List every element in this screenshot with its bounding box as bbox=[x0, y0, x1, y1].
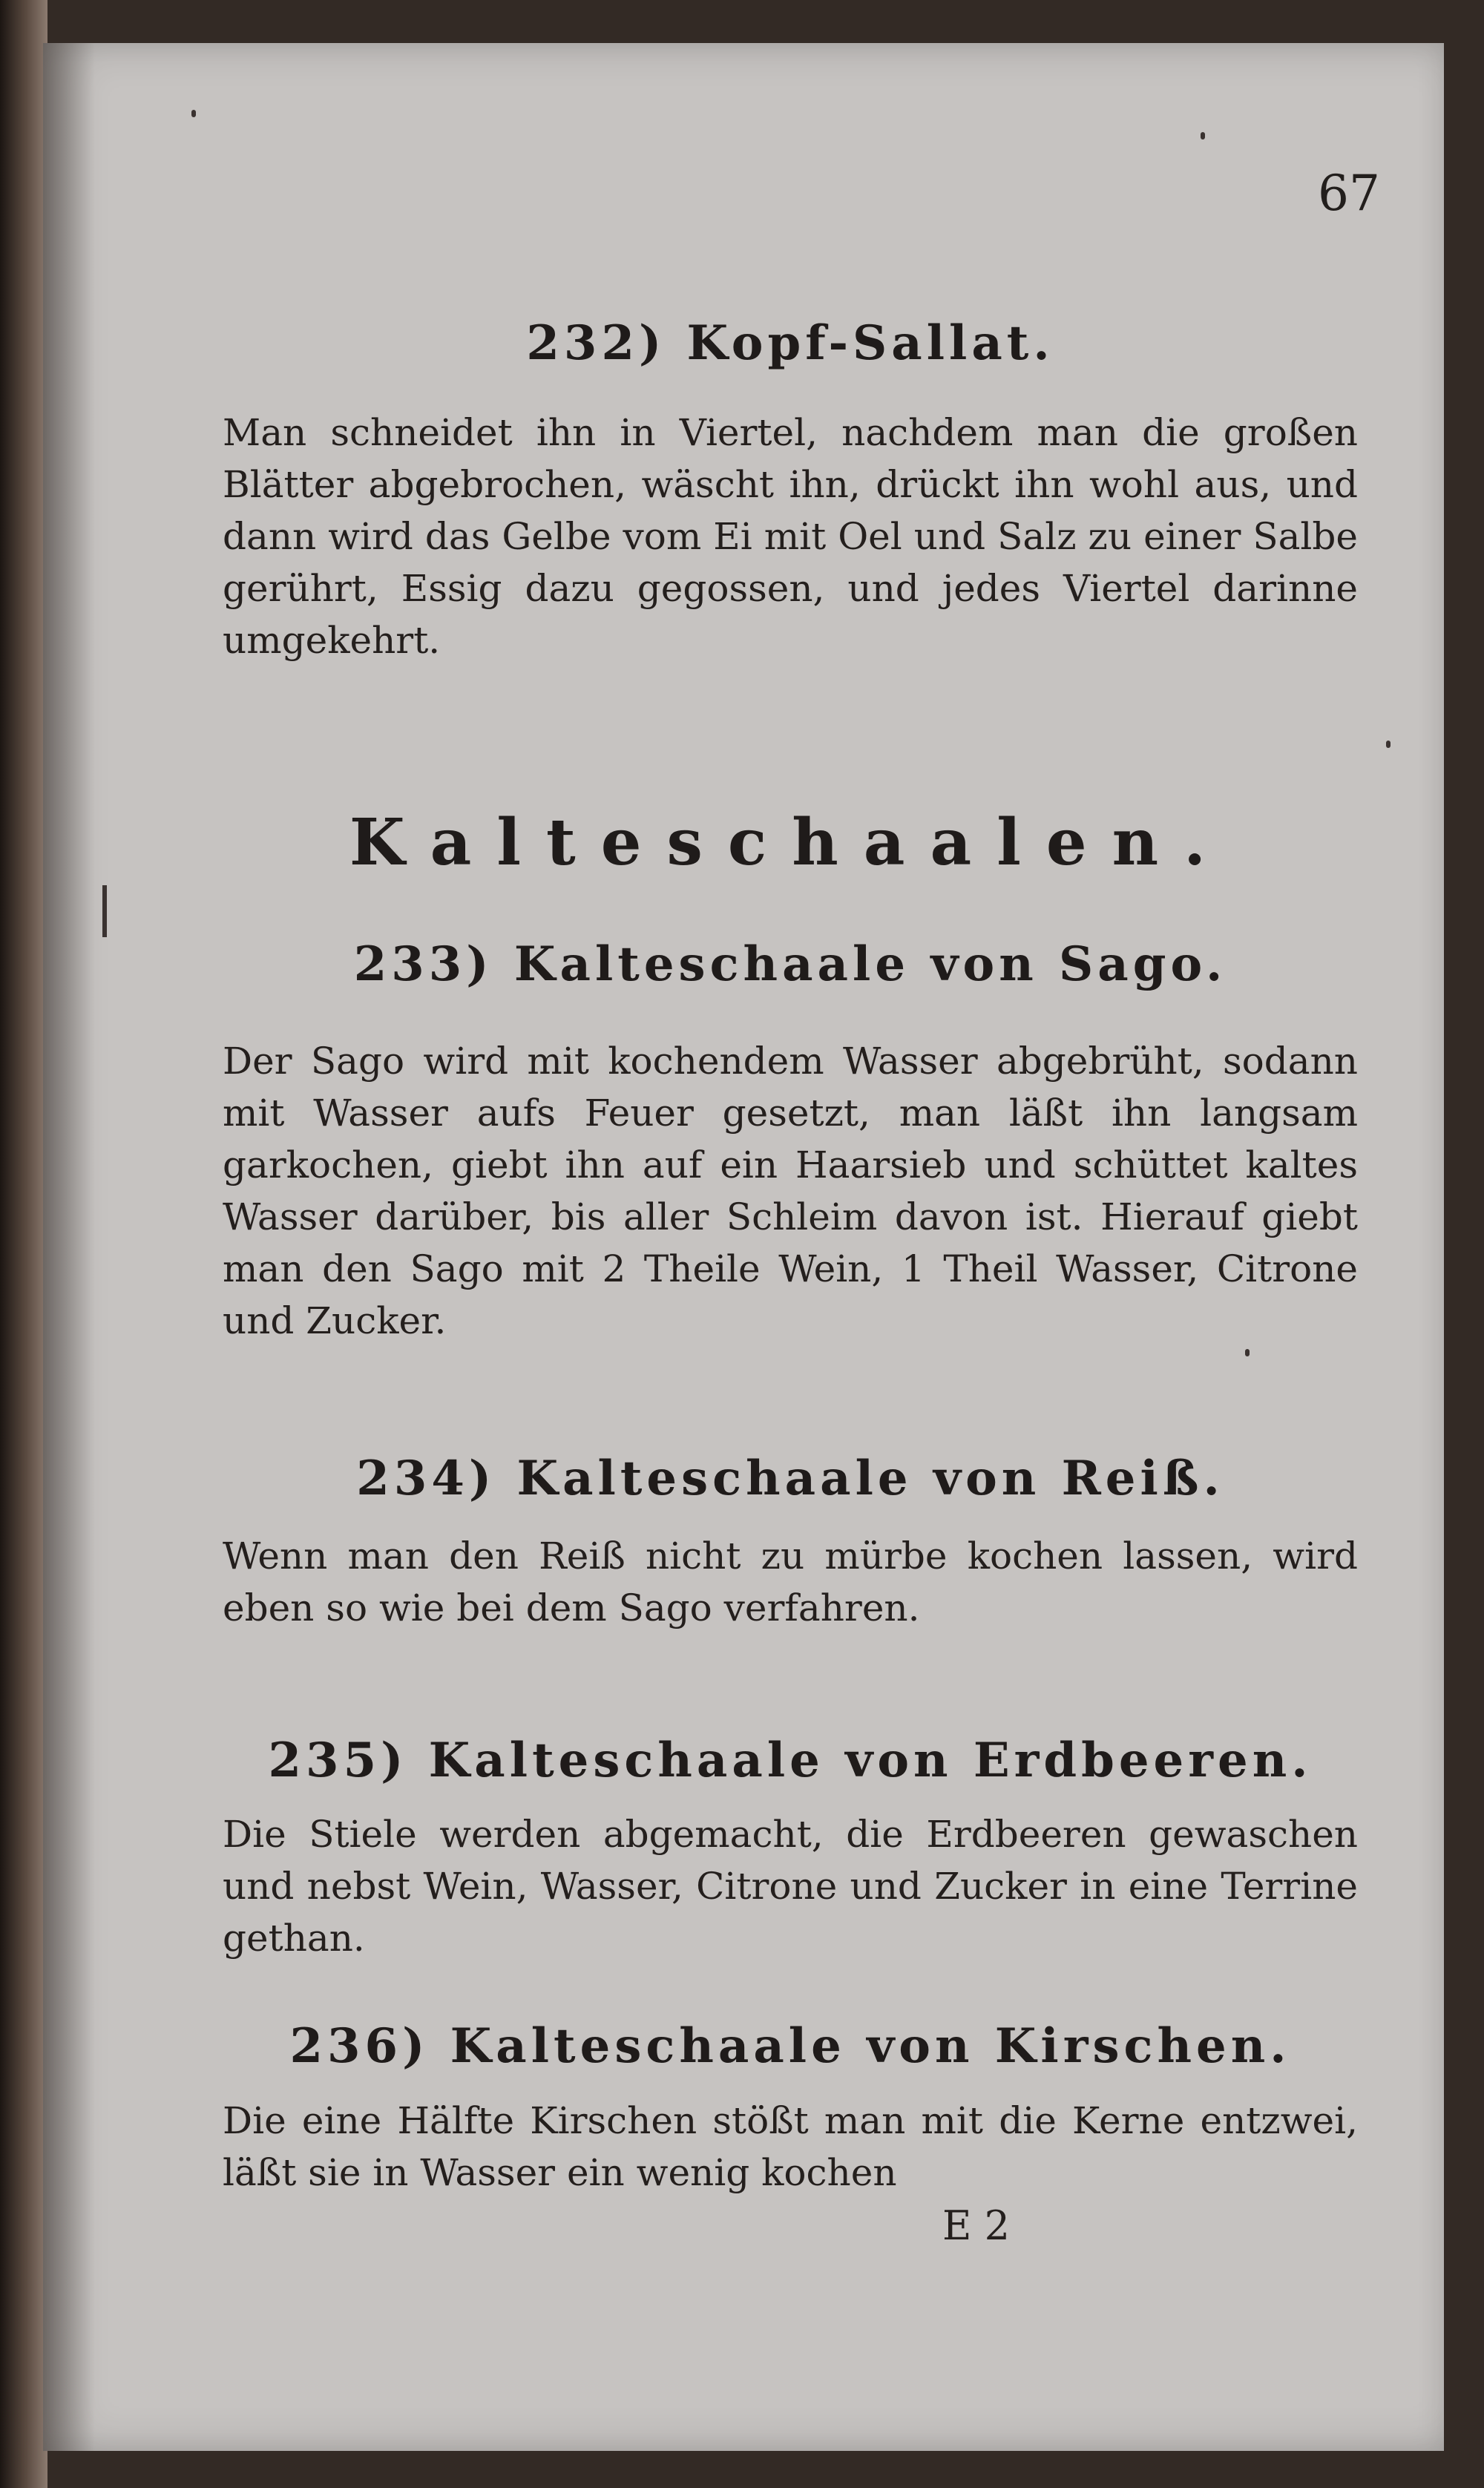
recipe-233-heading-block bbox=[223, 936, 1358, 996]
recipe-235-heading-block bbox=[223, 1733, 1358, 1792]
recipe-title: 233) Kalteschaale von Sago. bbox=[353, 936, 1227, 992]
recipe-title: 235) Kalteschaale von Erdbeeren. bbox=[268, 1733, 1313, 1788]
recipe-236-text: Die eine Hälfte Kirschen stößt man mit die Kerne entzwei, läßt sie in Wasser ein wenig kochen bbox=[223, 2099, 1358, 2194]
recipe-234-heading-block bbox=[223, 1451, 1358, 1510]
paper-speck bbox=[191, 110, 196, 117]
recipe-234-text: Wenn man den Reiß nicht zu mürbe kochen lassen, wird eben so wie bei dem Sago verfahren. bbox=[223, 1535, 1358, 1629]
previous-page-edge bbox=[0, 0, 47, 2488]
recipe-232-text: Man schneidet ihn in Viertel, nachdem man die großen Blätter abgebrochen, wäscht ihn, drückt ihn wohl aus, und dann wird das Gelbe vom Ei mit Oel und Salz zu einer Salbe gerührt, Essig dazu gegossen, und jedes Viertel darinne umgekehrt. bbox=[223, 411, 1358, 662]
recipe-title: 234) Kalteschaale von Reiß. bbox=[356, 1451, 1224, 1506]
section-heading: Kalteschaalen. bbox=[349, 805, 1232, 880]
recipe-232-heading-block bbox=[223, 315, 1358, 375]
recipe-title: 236) Kalteschaale von Kirschen. bbox=[289, 2018, 1291, 2074]
page-number: 67 bbox=[1318, 165, 1380, 222]
paper-speck bbox=[1201, 132, 1205, 140]
paper-speck bbox=[1245, 1349, 1250, 1356]
recipe-235-text: Die Stiele werden abgemacht, die Erdbeeren gewaschen und nebst Wein, Wasser, Citrone und Zucker in eine Terrine gethan. bbox=[223, 1813, 1358, 1960]
signature-mark: E 2 bbox=[942, 2202, 1010, 2249]
margin-ink-mark bbox=[102, 885, 107, 937]
section-heading-block bbox=[223, 805, 1358, 887]
binding-shadow bbox=[43, 43, 95, 2451]
paper-speck bbox=[1386, 741, 1391, 748]
recipe-236-heading-block bbox=[223, 2018, 1358, 2078]
recipe-233-text: Der Sago wird mit kochendem Wasser abgebrüht, sodann mit Wasser aufs Feuer gesetzt, man läßt ihn langsam garkochen, giebt ihn auf ein Haarsieb und schüttet kaltes Wasser darüber, bis aller Schleim davon ist. Hierauf giebt man den Sago mit 2 Theile Wein, 1 Theil Wasser, Citrone und Zucker. bbox=[223, 1040, 1358, 1342]
recipe-title: 232) Kopf-Sallat. bbox=[526, 315, 1054, 371]
